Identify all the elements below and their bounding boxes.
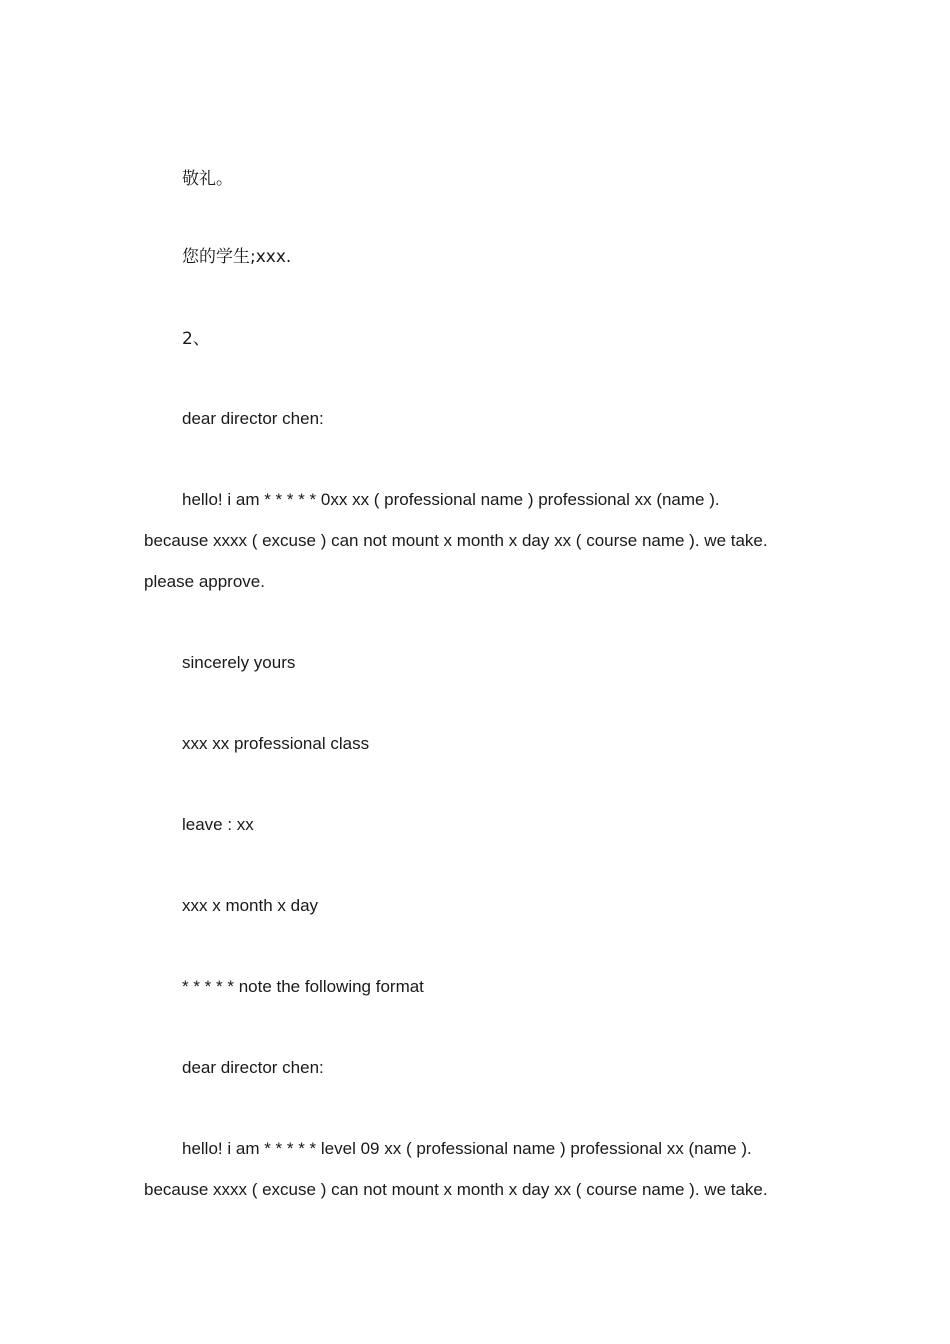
section-number: 2、 <box>182 329 210 349</box>
letter-salutation: dear director chen: <box>182 409 324 428</box>
letter-salutation: dear director chen: <box>182 1058 324 1077</box>
letter-body-line: hello! i am * * * * * 0xx xx ( professional name ) professional xx (name ). <box>182 490 720 509</box>
letter-body-line: hello! i am * * * * * level 09 xx ( professional name ) professional xx (name ). <box>182 1139 752 1158</box>
letter-signature: 您的学生;xxx. <box>182 247 292 267</box>
letter-class: xxx xx professional class <box>182 734 370 753</box>
letter-closing: 敬礼。 <box>182 169 233 189</box>
format-note: * * * * * note the following format <box>182 977 424 996</box>
letter-body-line: because xxxx ( excuse ) can not mount x month x day xx ( course name ). we take. <box>144 1180 768 1199</box>
letter-closing: sincerely yours <box>182 653 296 672</box>
letter-body-line: please approve. <box>144 572 265 591</box>
letter-date: xxx x month x day <box>182 896 319 915</box>
letter-body-line: because xxxx ( excuse ) can not mount x month x day xx ( course name ). we take. <box>144 531 768 550</box>
letter-leave: leave : xx <box>182 815 254 834</box>
